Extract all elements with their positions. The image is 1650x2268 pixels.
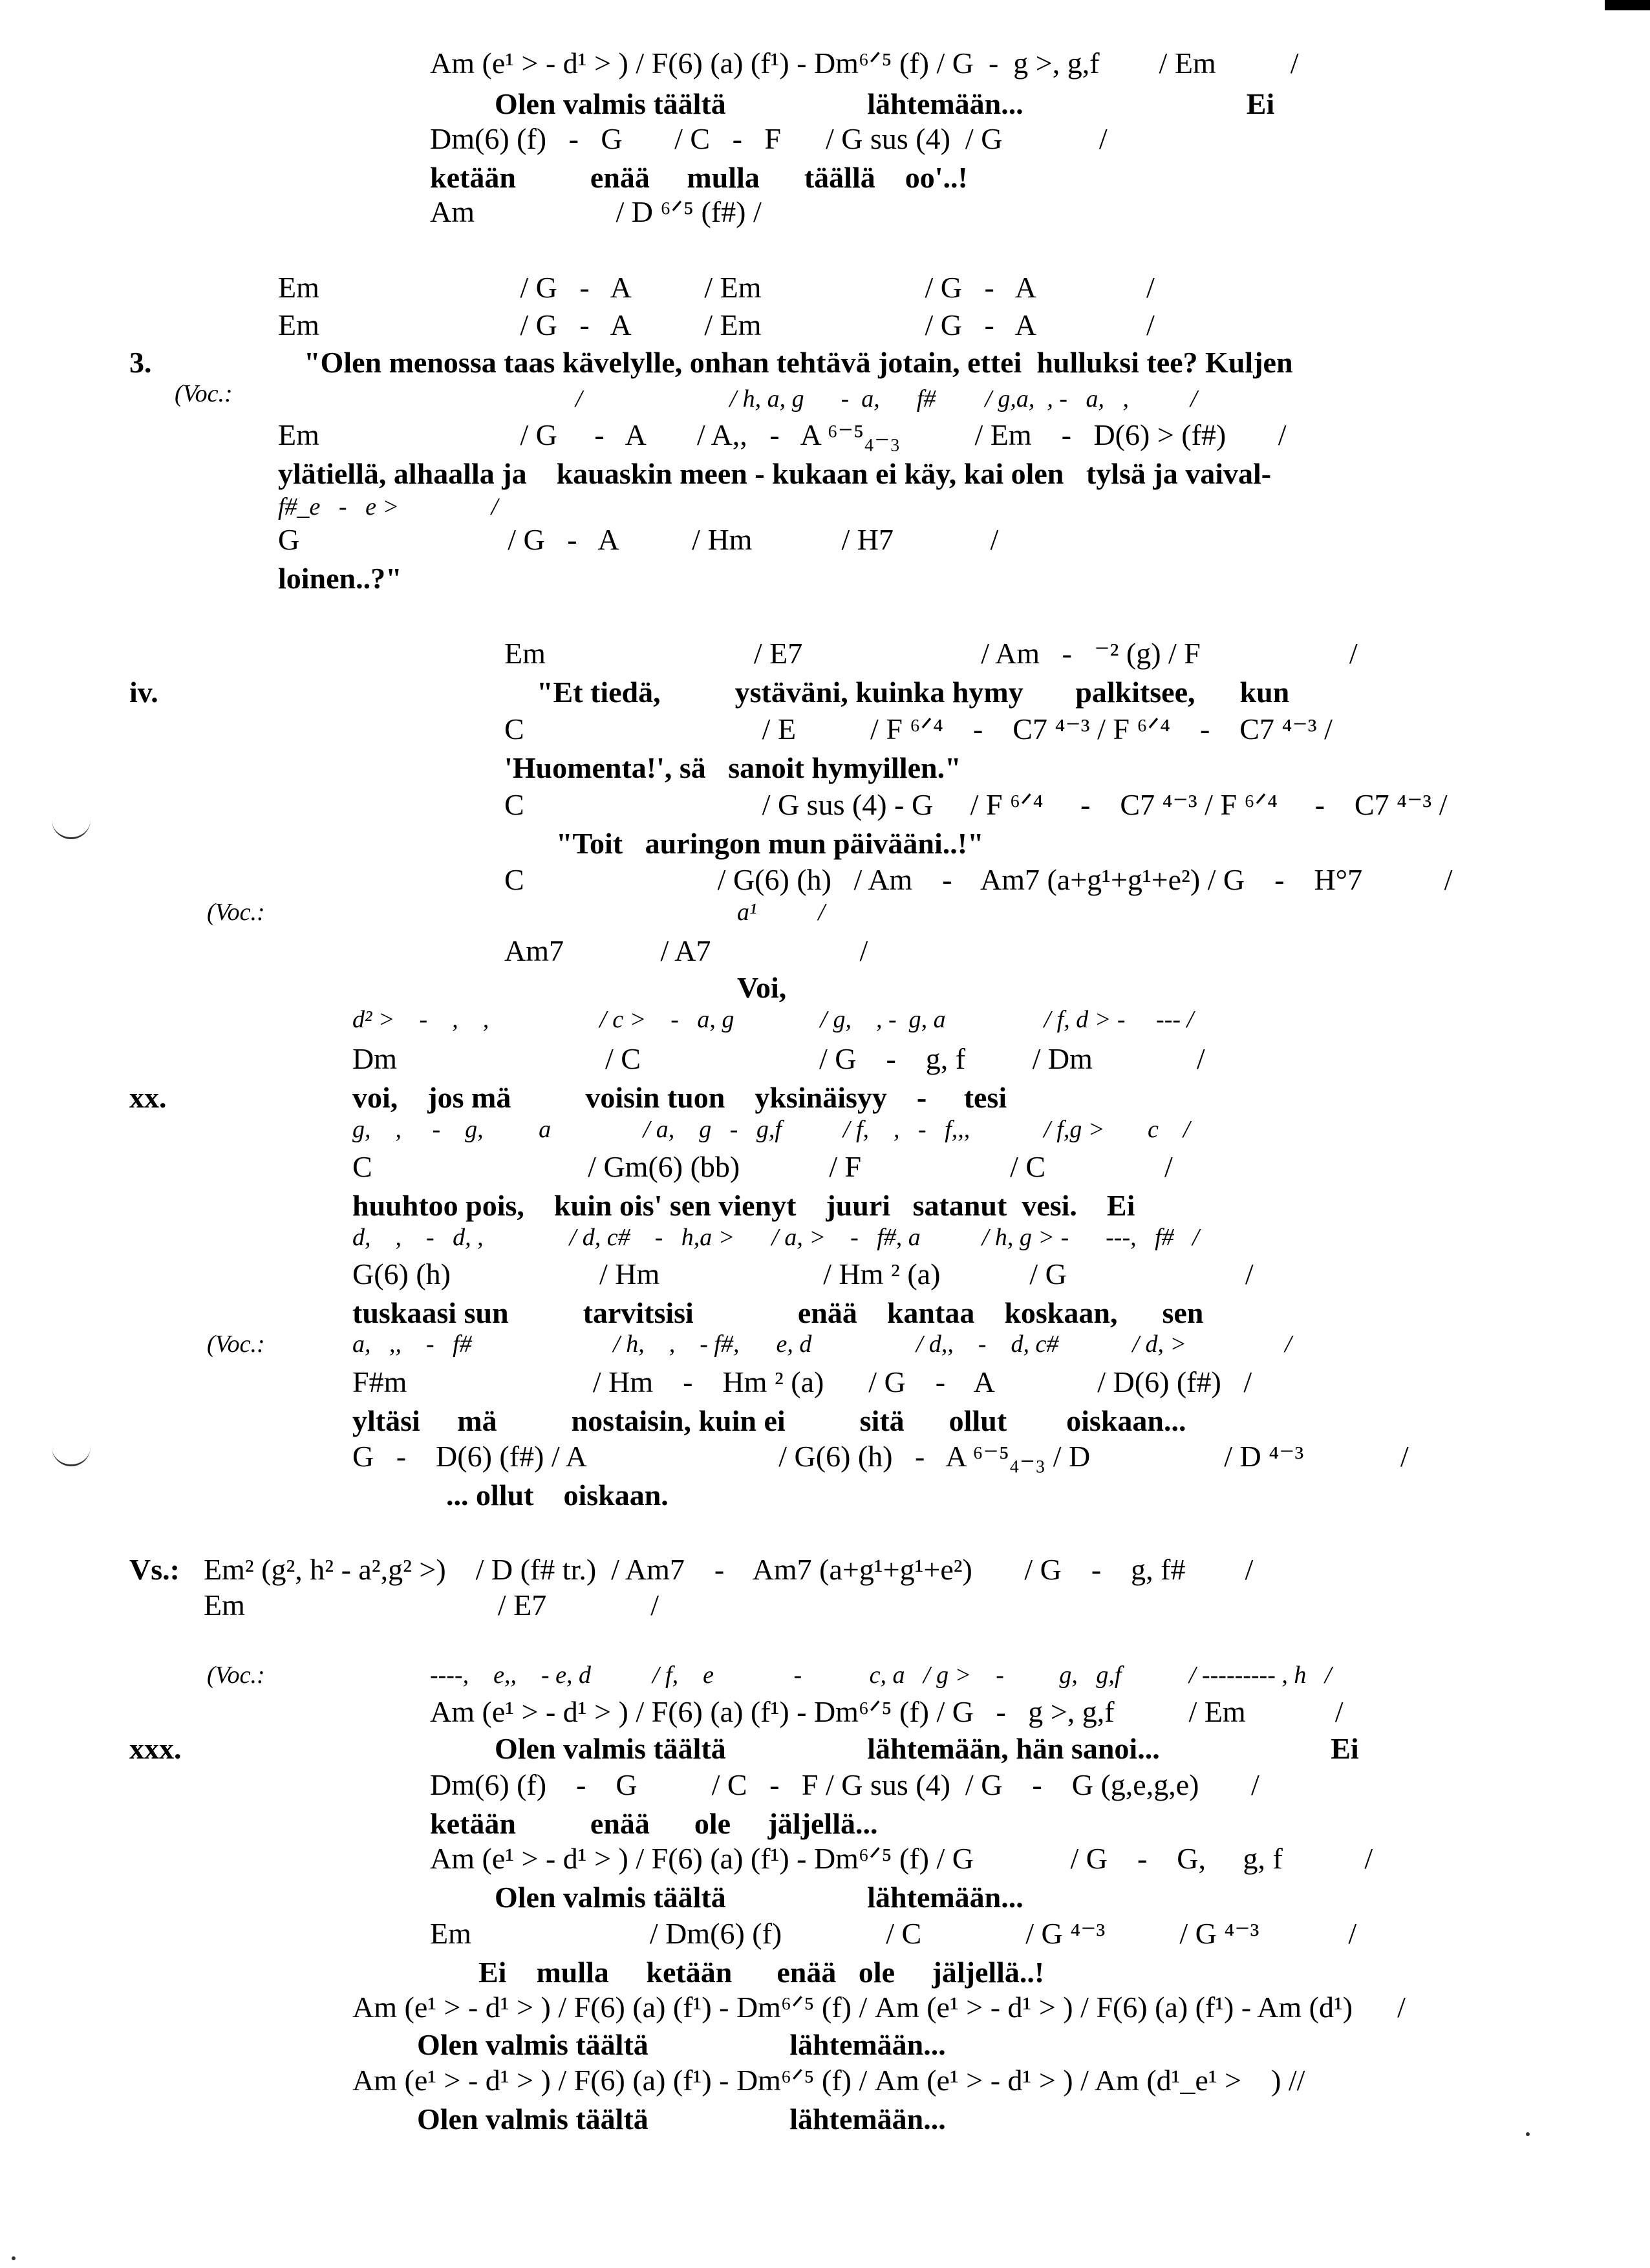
voice-notes-line: / / h, a, g - a, f# / g,a, , - a, , / (575, 385, 1197, 412)
lyric-line: iv. (129, 676, 158, 709)
chord-line: Am (e¹ > - d¹ > ) / F(6) (a) (f¹) - Dm⁶ᐟ⁵ (f) / Am (e¹ > - d¹ > ) / F(6) (a) (f¹) - Am (d¹) / (352, 1991, 1406, 2024)
lyric-line: voi, jos mä voisin tuon yksinäisyy - tesi (352, 1081, 1007, 1114)
lyric-line: "Et tiedä, ystäväni, kuinka hymy palkitsee, kun (537, 676, 1290, 709)
lyric-line: "Toit auringon mun päivääni..!" (556, 827, 984, 860)
chord-line: G / G - A / Hm / H7 / (278, 523, 999, 556)
chord-line: Am (e¹ > - d¹ > ) / F(6) (a) (f¹) - Dm⁶ᐟ⁵ (f) / G - g >, g,f / Em / (430, 1695, 1344, 1728)
lyric-line: ketään enää mulla täällä oo'..! (430, 161, 968, 194)
lyric-line: yltäsi mä nostaisin, kuin ei sitä ollut oiskaan... (352, 1404, 1186, 1437)
lyric-line: Olen valmis täältä lähtemään, hän sanoi... Ei (495, 1732, 1359, 1765)
voice-notes-line: f#_e - e > / (278, 493, 498, 520)
chord-line: Am / D ⁶ᐟ⁵ (f#) / (430, 195, 762, 228)
chord-line: Am7 / A7 / (504, 934, 868, 967)
voice-notes-line: a, ,, - f# / h, , - f#, e, d / d,, - d, c# / d, > / (352, 1331, 1292, 1358)
lyric-line: "Olen menossa taas kävelylle, onhan tehtävä jotain, ettei hulluksi tee? Kuljen (304, 346, 1293, 379)
voice-notes-line: (Voc.: (207, 899, 265, 926)
voice-notes-line: a¹ / (737, 899, 825, 926)
chord-line: Dm / C / G - g, f / Dm / (352, 1042, 1205, 1075)
chord-line: Em / E7 / Am - ⁻² (g) / F / (504, 637, 1358, 670)
lyric-line: Ei mulla ketään enää ole jäljellä..! (478, 1956, 1045, 1989)
stray-dot (1526, 2132, 1530, 2136)
lyric-line: huuhtoo pois, kuin ois' sen vienyt juuri satanut vesi. Ei (352, 1189, 1135, 1222)
lyric-line: tuskaasi sun tarvitsisi enää kantaa koskaan, sen (352, 1296, 1204, 1329)
lyric-line: xx. (129, 1081, 167, 1114)
chord-line: Dm(6) (f) - G / C - F / G sus (4) / G / (430, 122, 1108, 155)
voice-notes-line: (Voc.: (175, 380, 233, 407)
lyric-line: Olen valmis täältä lähtemään... (417, 2028, 946, 2061)
voice-notes-line: g, , - g, a / a, g - g,f / f, , - f,,, / f,g > c / (352, 1116, 1190, 1143)
lyric-line: loinen..?" (278, 562, 402, 595)
margin-pencil-mark (52, 811, 91, 839)
page-corner-mark (1605, 0, 1650, 10)
chord-line: Em / G - A / Em / G - A / (278, 308, 1155, 341)
voice-notes-line: d, , - d, , / d, c# - h,a > / a, > - f#, a / h, g > - ---, f# / (352, 1224, 1199, 1251)
chord-line: Em / G - A / A,, - A ⁶⁻⁵₄₋₃ / Em - D(6) > (f#) / (278, 418, 1287, 451)
chord-line: C / E / F ⁶ᐟ⁴ - C7 ⁴⁻³ / F ⁶ᐟ⁴ - C7 ⁴⁻³ / (504, 712, 1333, 745)
lyric-line: 3. (129, 346, 152, 379)
lyric-line: ... ollut oiskaan. (446, 1479, 669, 1512)
chord-line: Em² (g², h² - a²,g² >) / D (f# tr.) / Am7 - Am7 (a+g¹+g¹+e²) / G - g, f# / (204, 1553, 1254, 1586)
chord-line: Em / Dm(6) (f) / C / G ⁴⁻³ / G ⁴⁻³ / (430, 1917, 1357, 1950)
lyric-line: Vs.: (129, 1553, 180, 1586)
lyric-line: Olen valmis täältä lähtemään... Ei (495, 87, 1275, 120)
chord-line: G - D(6) (f#) / A / G(6) (h) - A ⁶⁻⁵₄₋₃ / D / D ⁴⁻³ / (352, 1440, 1409, 1473)
chord-line: Am (e¹ > - d¹ > ) / F(6) (a) (f¹) - Dm⁶ᐟ⁵ (f) / G / G - G, g, f / (430, 1842, 1373, 1875)
lyric-line: Olen valmis täältä lähtemään... (417, 2102, 946, 2135)
chord-line: C / Gm(6) (bb) / F / C / (352, 1150, 1173, 1183)
lyric-line: ylätiellä, alhaalla ja kauaskin meen - kukaan ei käy, kai olen tylsä ja vaival- (278, 457, 1272, 490)
chord-line: Dm(6) (f) - G / C - F / G sus (4) / G - G (g,e,g,e) / (430, 1768, 1259, 1801)
chord-line: F#m / Hm - Hm ² (a) / G - A / D(6) (f#) / (352, 1365, 1252, 1398)
chord-line: C / G(6) (h) / Am - Am7 (a+g¹+g¹+e²) / G - H°7 / (504, 863, 1453, 896)
stray-dot (12, 2256, 16, 2260)
voice-notes-line: ----, e,, - e, d / f, e - c, a / g > - g, g,f / --------- , h / (430, 1662, 1332, 1689)
chord-line: Em / E7 / (204, 1589, 659, 1621)
voice-notes-line: (Voc.: (207, 1331, 265, 1358)
lyric-line: ketään enää ole jäljellä... (430, 1807, 878, 1840)
voice-notes-line: d² > - , , / c > - a, g / g, , - g, a / f, d > - --- / (352, 1006, 1194, 1033)
chord-line: G(6) (h) / Hm / Hm ² (a) / G / (352, 1257, 1254, 1290)
voice-notes-line: (Voc.: (207, 1662, 265, 1689)
chord-line: Am (e¹ > - d¹ > ) / F(6) (a) (f¹) - Dm⁶ᐟ⁵ (f) / Am (e¹ > - d¹ > ) / Am (d¹_e¹ > ) // (352, 2064, 1305, 2097)
chord-line: C / G sus (4) - G / F ⁶ᐟ⁴ - C7 ⁴⁻³ / F ⁶ᐟ⁴ - C7 ⁴⁻³ / (504, 788, 1448, 821)
lyric-line: xxx. (129, 1732, 182, 1765)
lyric-line: Voi, (737, 971, 787, 1004)
chord-line: Am (e¹ > - d¹ > ) / F(6) (a) (f¹) - Dm⁶ᐟ⁵ (f) / G - g >, g,f / Em / (430, 47, 1299, 80)
margin-pencil-mark (52, 1439, 91, 1466)
chord-line: Em / G - A / Em / G - A / (278, 271, 1155, 304)
lyric-line: Olen valmis täältä lähtemään... (495, 1881, 1023, 1914)
lyric-line: 'Huomenta!', sä sanoit hymyillen." (504, 751, 961, 784)
